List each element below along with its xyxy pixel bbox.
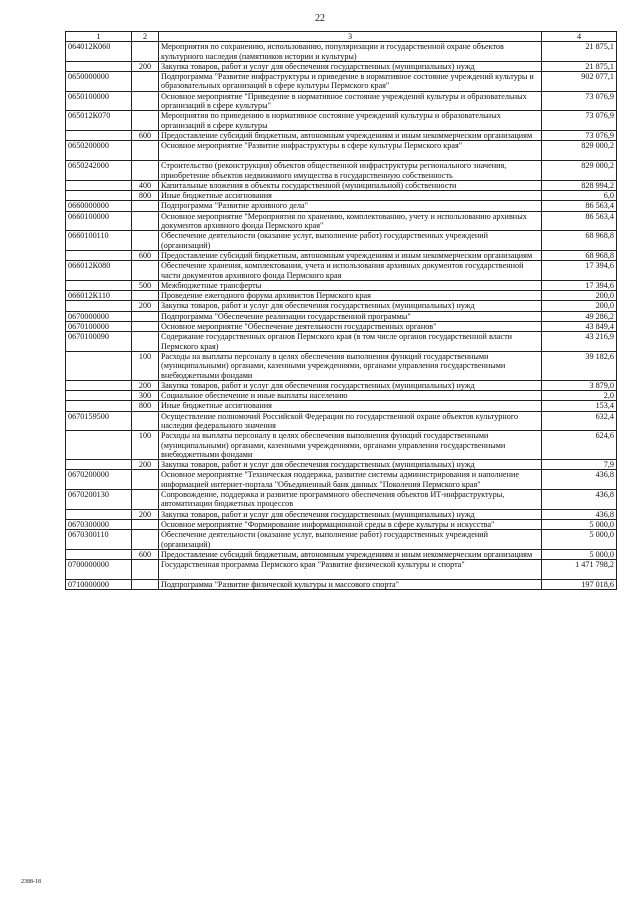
kvr-cell: 200: [132, 380, 159, 390]
code-cell: 0710000000: [66, 580, 132, 590]
description-cell: Основное мероприятие "Приведение в нормативное состояние учреждений культуры и образовательных организаций в сфере культуры": [159, 91, 542, 111]
table-row: [66, 280, 617, 290]
description-cell: Подпрограмма "Развитие инфраструктуры и приведение в нормативное состояние учреждений культуры и образовательных организаций в сфере культуры Пермского края": [159, 72, 542, 92]
code-cell: 066012К080: [66, 261, 132, 281]
budget-table: [65, 31, 617, 590]
table-row: [66, 291, 617, 301]
table-row: [66, 490, 617, 510]
table-row: [66, 380, 617, 390]
description-cell: Межбюджетные трансферты: [159, 280, 542, 290]
code-cell: [66, 460, 132, 470]
table-row: [66, 530, 617, 550]
kvr-cell: [132, 91, 159, 111]
code-cell: [66, 549, 132, 559]
amount-cell: 200,0: [542, 291, 617, 301]
code-cell: [66, 391, 132, 401]
code-cell: 0670100090: [66, 332, 132, 352]
description-cell: Подпрограмма "Обеспечение реализации государственной программы": [159, 311, 542, 321]
amount-cell: 632,4: [542, 411, 617, 431]
amount-cell: 39 182,6: [542, 351, 617, 380]
table-row: [66, 180, 617, 190]
amount-cell: 436,8: [542, 509, 617, 519]
table-row: [66, 332, 617, 352]
code-cell: 0670100000: [66, 322, 132, 332]
amount-cell: 828 994,2: [542, 180, 617, 190]
kvr-cell: 800: [132, 401, 159, 411]
amount-cell: 2,0: [542, 391, 617, 401]
description-cell: Основное мероприятие "Техническая поддержка, развитие системы администрирования и наполнение информацией интернет-портала "Объединенный банк данных "Поколения Пермского края": [159, 470, 542, 490]
amount-cell: 73 076,9: [542, 91, 617, 111]
description-cell: Предоставление субсидий бюджетным, автономным учреждениям и иным некоммерческим организациям: [159, 250, 542, 260]
description-cell: Закупка товаров, работ и услуг для обеспечения государственных (муниципальных) нужд: [159, 380, 542, 390]
table-row: [66, 391, 617, 401]
table-row: [66, 301, 617, 311]
kvr-cell: [132, 261, 159, 281]
table-row: [66, 161, 617, 181]
table-row: [66, 261, 617, 281]
description-cell: Обеспечение деятельности (оказание услуг, выполнение работ) государственных учреждений (организаций): [159, 231, 542, 251]
code-cell: [66, 509, 132, 519]
code-cell: 0670159500: [66, 411, 132, 431]
description-cell: Подпрограмма "Развитие архивного дела": [159, 201, 542, 211]
kvr-cell: [132, 530, 159, 550]
code-cell: 0650242000: [66, 161, 132, 181]
amount-cell: 5 000,0: [542, 549, 617, 559]
column-header: 2: [132, 32, 159, 42]
table-row: [66, 311, 617, 321]
table-row: [66, 42, 617, 62]
table-row: [66, 322, 617, 332]
table-row: [66, 91, 617, 111]
code-cell: 0670200000: [66, 470, 132, 490]
code-cell: 0650000000: [66, 72, 132, 92]
kvr-cell: 200: [132, 301, 159, 311]
amount-cell: 197 018,6: [542, 580, 617, 590]
code-cell: 0650100000: [66, 91, 132, 111]
kvr-cell: [132, 332, 159, 352]
table-header-row: [66, 32, 617, 42]
description-cell: Иные бюджетные ассигнования: [159, 401, 542, 411]
table-row: [66, 72, 617, 92]
table-row: [66, 580, 617, 590]
amount-cell: 200,0: [542, 301, 617, 311]
description-cell: Закупка товаров, работ и услуг для обеспечения государственных (муниципальных) нужд: [159, 460, 542, 470]
amount-cell: 7,9: [542, 460, 617, 470]
table-row: [66, 130, 617, 140]
code-cell: 0670300000: [66, 519, 132, 529]
document-code: 2388-18: [21, 879, 41, 885]
table-row: [66, 411, 617, 431]
amount-cell: 17 394,6: [542, 280, 617, 290]
amount-cell: 3 879,0: [542, 380, 617, 390]
table-row: [66, 111, 617, 131]
description-cell: Мероприятия по сохранению, использованию, популяризации и государственной охране объектов культурного наследия (памятников истории и культуры): [159, 42, 542, 62]
code-cell: 0670300110: [66, 530, 132, 550]
kvr-cell: [132, 311, 159, 321]
kvr-cell: [132, 560, 159, 580]
table-row: [66, 191, 617, 201]
description-cell: Иные бюджетные ассигнования: [159, 191, 542, 201]
amount-cell: 829 000,2: [542, 141, 617, 161]
amount-cell: 624,6: [542, 431, 617, 460]
code-cell: [66, 191, 132, 201]
code-cell: [66, 401, 132, 411]
page-number: 22: [315, 13, 325, 24]
code-cell: [66, 431, 132, 460]
code-cell: [66, 280, 132, 290]
kvr-cell: 200: [132, 61, 159, 71]
description-cell: Основное мероприятие "Обеспечение деятельности государственных органов": [159, 322, 542, 332]
column-header: 1: [66, 32, 132, 42]
description-cell: Сопровождение, поддержка и развитие программного обеспечения объектов ИТ-инфраструктуры, автоматизации бюджетных процессов: [159, 490, 542, 510]
code-cell: 0670000000: [66, 311, 132, 321]
description-cell: Государственная программа Пермского края "Развитие физической культуры и спорта": [159, 560, 542, 580]
amount-cell: 73 076,9: [542, 130, 617, 140]
description-cell: Закупка товаров, работ и услуг для обеспечения государственных (муниципальных) нужд: [159, 61, 542, 71]
column-header: 3: [159, 32, 542, 42]
kvr-cell: [132, 161, 159, 181]
table-row: [66, 460, 617, 470]
description-cell: Капитальные вложения в объекты государственной (муниципальной) собственности: [159, 180, 542, 190]
table-row: [66, 201, 617, 211]
kvr-cell: [132, 141, 159, 161]
table-row: [66, 141, 617, 161]
table-row: [66, 431, 617, 460]
amount-cell: 68 968,8: [542, 250, 617, 260]
amount-cell: 153,4: [542, 401, 617, 411]
amount-cell: 436,8: [542, 490, 617, 510]
code-cell: 065012К070: [66, 111, 132, 131]
kvr-cell: [132, 470, 159, 490]
kvr-cell: 600: [132, 250, 159, 260]
table-row: [66, 211, 617, 231]
amount-cell: 1 471 798,2: [542, 560, 617, 580]
amount-cell: 43 849,4: [542, 322, 617, 332]
table-row: [66, 231, 617, 251]
code-cell: [66, 130, 132, 140]
amount-cell: 43 216,9: [542, 332, 617, 352]
description-cell: Основное мероприятие "Мероприятия по хранению, комплектованию, учету и использованию архивных документов архивного фонда Пермского края": [159, 211, 542, 231]
amount-cell: 829 000,2: [542, 161, 617, 181]
code-cell: 0660100000: [66, 211, 132, 231]
table-row: [66, 560, 617, 580]
kvr-cell: [132, 490, 159, 510]
description-cell: Основное мероприятие "Развитие инфраструктуры в сфере культуры Пермского края": [159, 141, 542, 161]
code-cell: 0660000000: [66, 201, 132, 211]
kvr-cell: [132, 111, 159, 131]
description-cell: Предоставление субсидий бюджетным, автономным учреждениям и иным некоммерческим организациям: [159, 130, 542, 140]
kvr-cell: 500: [132, 280, 159, 290]
description-cell: Осуществление полномочий Российской Федерации по государственной охране объектов культурного наследия федерального значения: [159, 411, 542, 431]
amount-cell: 86 563,4: [542, 211, 617, 231]
amount-cell: 73 076,9: [542, 111, 617, 131]
description-cell: Подпрограмма "Развитие физической культуры и массового спорта": [159, 580, 542, 590]
description-cell: Закупка товаров, работ и услуг для обеспечения государственных (муниципальных) нужд: [159, 301, 542, 311]
amount-cell: 17 394,6: [542, 261, 617, 281]
kvr-cell: 300: [132, 391, 159, 401]
kvr-cell: [132, 519, 159, 529]
code-cell: 0670200130: [66, 490, 132, 510]
code-cell: [66, 250, 132, 260]
table-row: [66, 351, 617, 380]
description-cell: Социальное обеспечение и иные выплаты населению: [159, 391, 542, 401]
description-cell: Расходы на выплаты персоналу в целях обеспечения выполнения функций государственными (муниципальными) органами, казенными учреждениями, органами управления государственными внебюджетными фондами: [159, 431, 542, 460]
amount-cell: 21 875,1: [542, 42, 617, 62]
kvr-cell: [132, 291, 159, 301]
code-cell: 0700000000: [66, 560, 132, 580]
code-cell: [66, 380, 132, 390]
kvr-cell: [132, 211, 159, 231]
kvr-cell: 100: [132, 351, 159, 380]
kvr-cell: [132, 580, 159, 590]
description-cell: Обеспечение деятельности (оказание услуг, выполнение работ) государственных учреждений (организаций): [159, 530, 542, 550]
code-cell: 0650200000: [66, 141, 132, 161]
description-cell: Расходы на выплаты персоналу в целях обеспечения выполнения функций государственными (муниципальными) органами, казенными учреждениями, органами управления государственными внебюджетными фондами: [159, 351, 542, 380]
amount-cell: 86 563,4: [542, 201, 617, 211]
description-cell: Обеспечение хранения, комплектования, учета и использования архивных документов государственной части документов архивного фонда Пермского края: [159, 261, 542, 281]
code-cell: [66, 301, 132, 311]
kvr-cell: [132, 42, 159, 62]
amount-cell: 436,8: [542, 470, 617, 490]
kvr-cell: 600: [132, 549, 159, 559]
kvr-cell: [132, 411, 159, 431]
amount-cell: 6,0: [542, 191, 617, 201]
table-row: [66, 470, 617, 490]
kvr-cell: [132, 231, 159, 251]
amount-cell: 902 077,1: [542, 72, 617, 92]
kvr-cell: 200: [132, 460, 159, 470]
description-cell: Закупка товаров, работ и услуг для обеспечения государственных (муниципальных) нужд: [159, 509, 542, 519]
description-cell: Строительство (реконструкция) объектов общественной инфраструктуры регионального значения, приобретение объектов недвижимого имущества в государственную собственность: [159, 161, 542, 181]
kvr-cell: [132, 322, 159, 332]
amount-cell: 49 286,2: [542, 311, 617, 321]
amount-cell: 5 000,0: [542, 530, 617, 550]
table-row: [66, 519, 617, 529]
kvr-cell: 800: [132, 191, 159, 201]
code-cell: [66, 61, 132, 71]
kvr-cell: [132, 201, 159, 211]
amount-cell: 5 000,0: [542, 519, 617, 529]
kvr-cell: 100: [132, 431, 159, 460]
code-cell: 0660100110: [66, 231, 132, 251]
code-cell: [66, 351, 132, 380]
table-row: [66, 509, 617, 519]
column-header: 4: [542, 32, 617, 42]
description-cell: Основное мероприятие "Формирование информационной среды в сфере культуры и искусства": [159, 519, 542, 529]
code-cell: 064012К060: [66, 42, 132, 62]
table-row: [66, 250, 617, 260]
amount-cell: 68 968,8: [542, 231, 617, 251]
description-cell: Мероприятия по приведению в нормативное состояние учреждений культуры и образовательных организаций в сфере культуры: [159, 111, 542, 131]
kvr-cell: 200: [132, 509, 159, 519]
table-row: [66, 61, 617, 71]
description-cell: Предоставление субсидий бюджетным, автономным учреждениям и иным некоммерческим организациям: [159, 549, 542, 559]
kvr-cell: 600: [132, 130, 159, 140]
description-cell: Содержание государственных органов Пермского края (в том числе органов государственной власти Пермского края): [159, 332, 542, 352]
table-row: [66, 549, 617, 559]
code-cell: [66, 180, 132, 190]
table-row: [66, 401, 617, 411]
code-cell: 066012К110: [66, 291, 132, 301]
kvr-cell: 400: [132, 180, 159, 190]
kvr-cell: [132, 72, 159, 92]
description-cell: Проведение ежегодного форума архивистов Пермского края: [159, 291, 542, 301]
amount-cell: 21 875,1: [542, 61, 617, 71]
